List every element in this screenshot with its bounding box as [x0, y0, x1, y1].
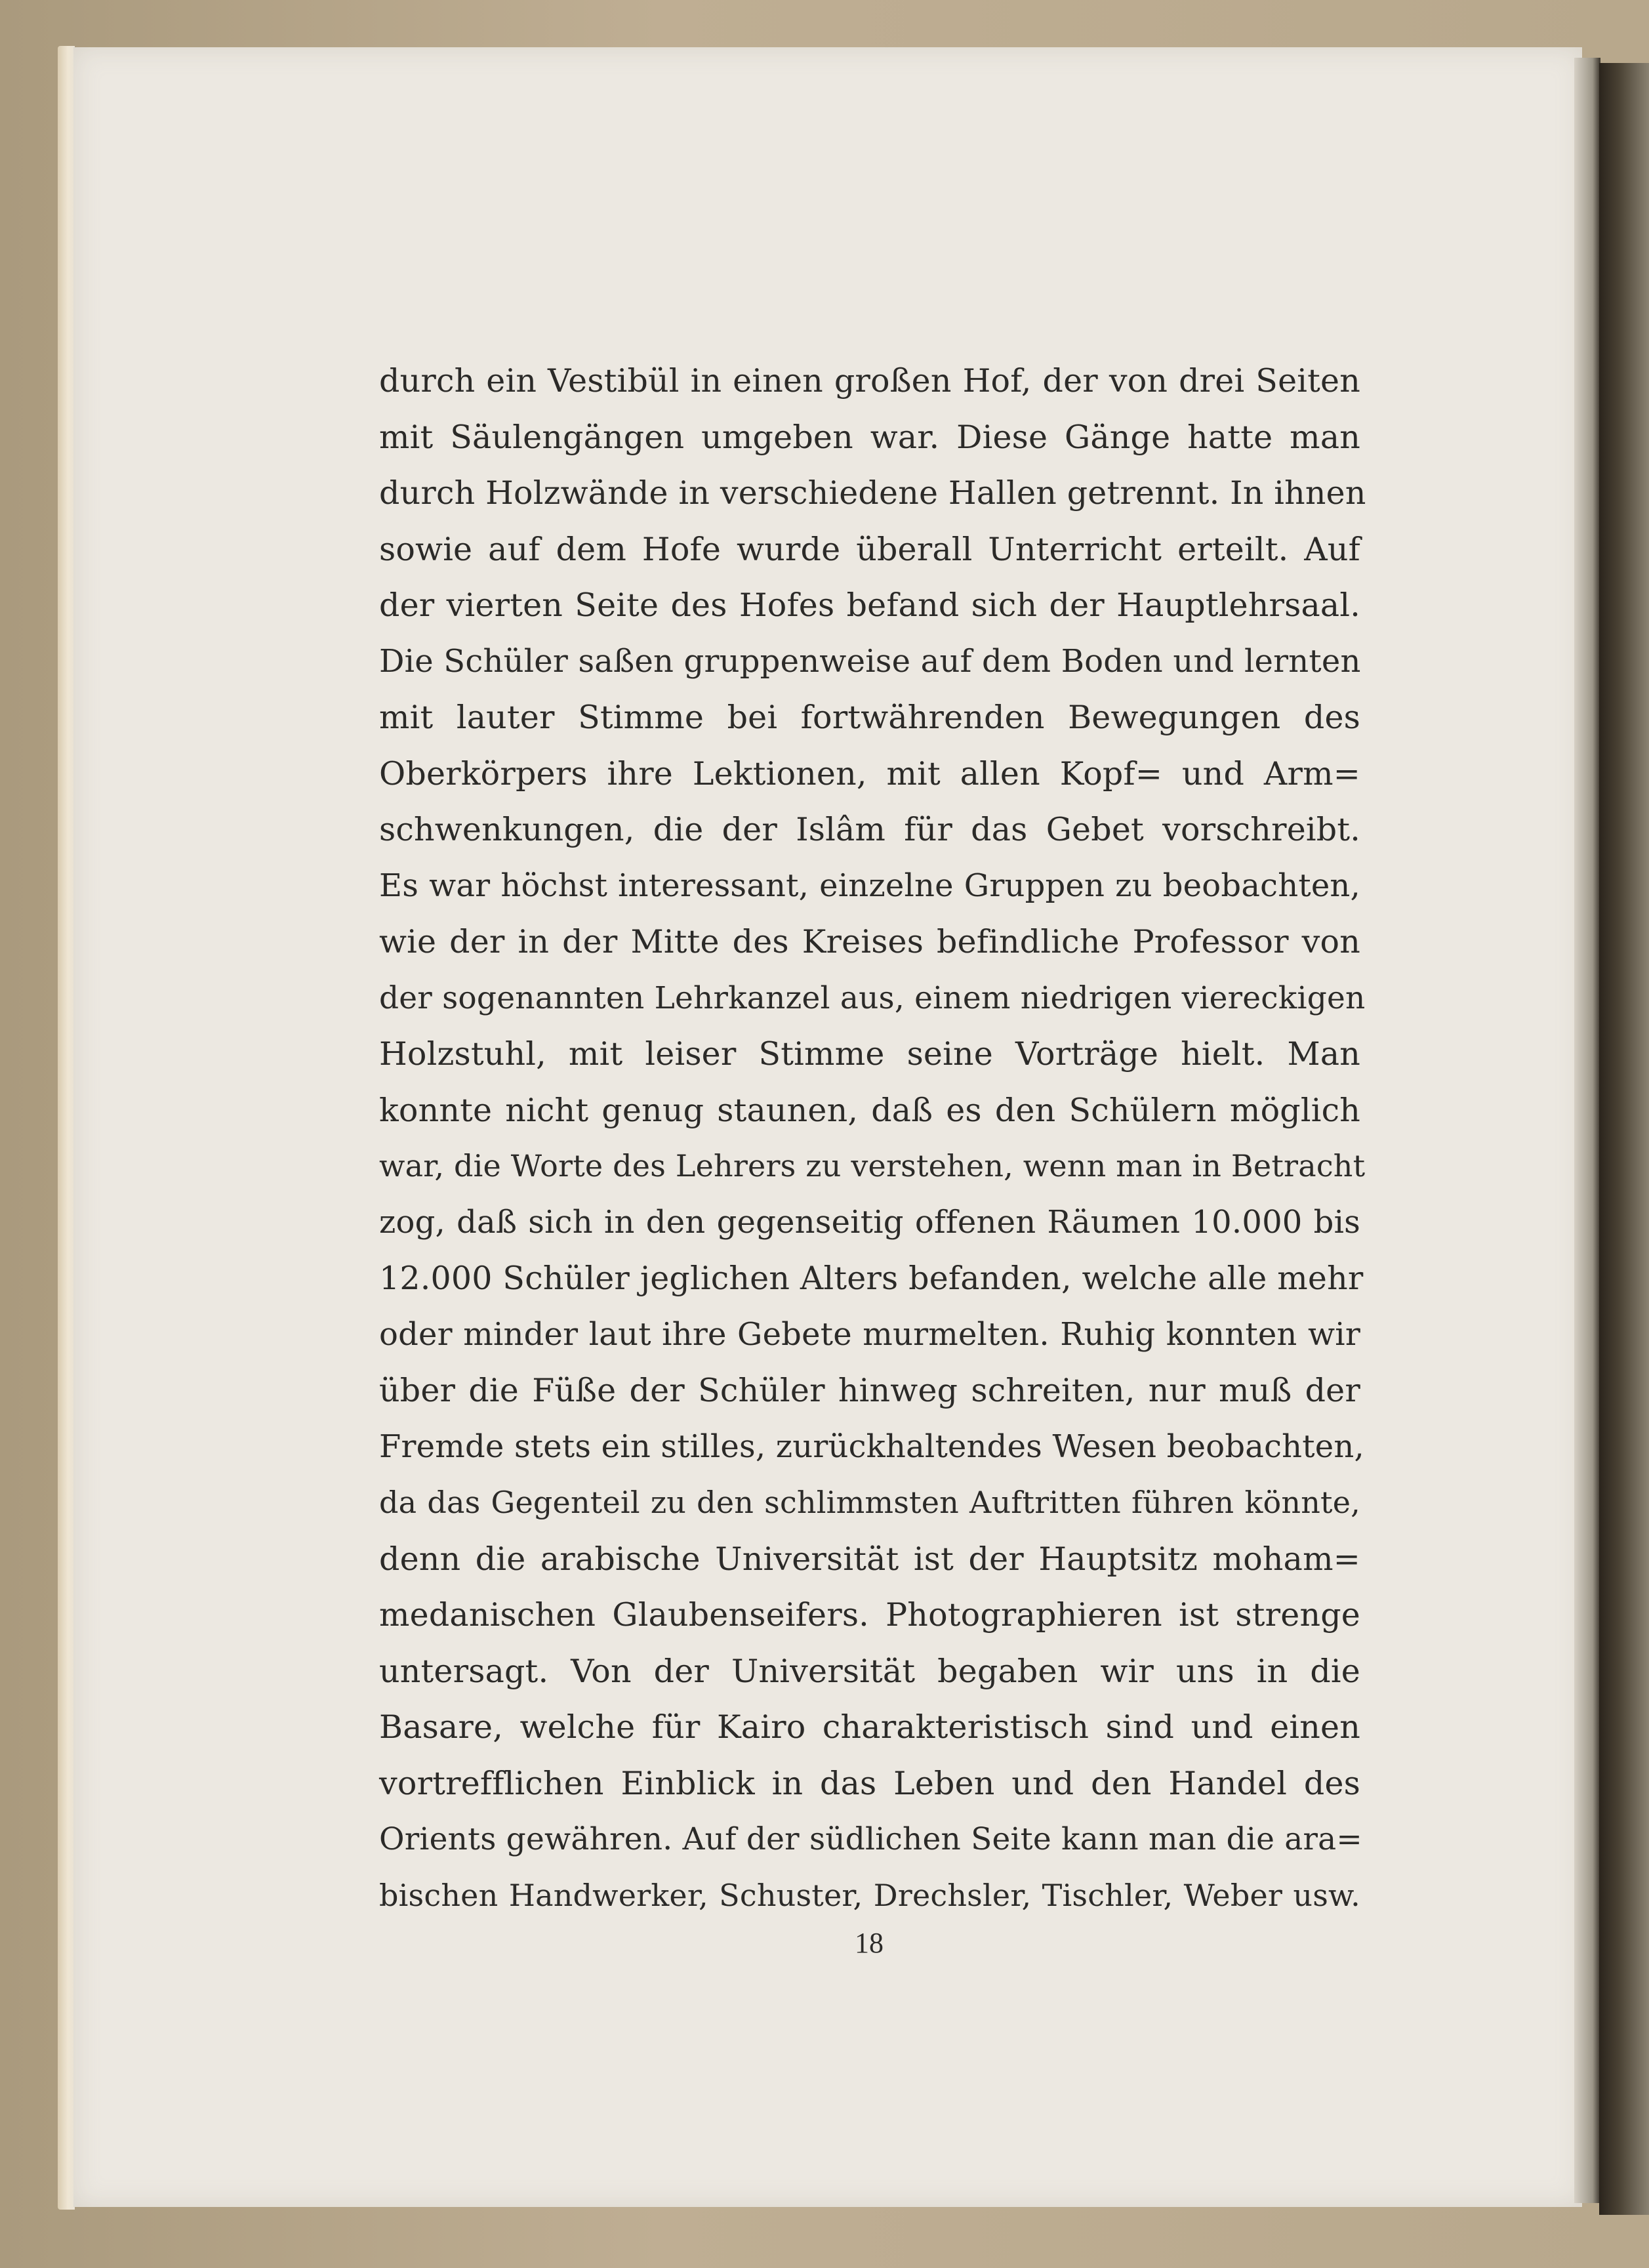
body-text — [379, 353, 1366, 1924]
page-stack-edge — [58, 46, 75, 2210]
facing-page-edge — [1599, 63, 1649, 2215]
text-line: der sogenannten Lehrkanzel aus, einem niedrigen viereckigen — [379, 979, 1366, 1016]
text-line: war, die Worte des Lehrers zu verstehen, wenn man in Betracht — [379, 1148, 1366, 1184]
gutter-shadow — [1574, 58, 1600, 2203]
page-number: 18 — [855, 1927, 884, 1959]
text-line: sowie auf dem Hofe wurde überall Unterricht erteilt. Auf — [379, 530, 1360, 568]
text-line: vortrefflichen Einblick in das Leben und den Handel des — [379, 1764, 1360, 1802]
text-line: oder minder laut ihre Gebete murmelten. Ruhig konnten wir — [379, 1315, 1360, 1353]
text-line: zog, daß sich in den gegenseitig offenen Räumen 10.000 bis — [379, 1203, 1360, 1241]
text-line: bischen Handwerker, Schuster, Drechsler, Tischler, Weber usw. — [379, 1877, 1360, 1913]
text-line: Basare, welche für Kairo charakteristisch sind und einen — [379, 1708, 1360, 1746]
text-line: durch Holzwände in verschiedene Hallen getrennt. In ihnen — [379, 474, 1366, 512]
text-line: konnte nicht genug staunen, daß es den Schülern möglich — [379, 1091, 1360, 1129]
text-line: untersagt. Von der Universität begaben wir uns in die — [379, 1652, 1360, 1690]
text-line: wie der in der Mitte des Kreises befindliche Professor von — [379, 923, 1360, 960]
text-line: Orients gewähren. Auf der südlichen Seite kann man die ara= — [379, 1821, 1362, 1857]
text-line: Fremde stets ein stilles, zurückhaltendes Wesen beobachten, — [379, 1428, 1364, 1465]
text-line: Es war höchst interessant, einzelne Gruppen zu beobachten, — [379, 867, 1360, 904]
text-line: schwenkungen, die der Islâm für das Gebet vorschreibt. — [379, 811, 1360, 848]
text-line: Holzstuhl, mit leiser Stimme seine Vorträge hielt. Man — [379, 1035, 1360, 1073]
text-line: da das Gegenteil zu den schlimmsten Auftritten führen könnte, — [379, 1485, 1360, 1520]
text-line: der vierten Seite des Hofes befand sich der Hauptlehrsaal. — [379, 587, 1360, 624]
text-line: mit Säulengängen umgeben war. Diese Gänge hatte man — [379, 418, 1360, 456]
text-line: mit lauter Stimme bei fortwährenden Bewegungen des — [379, 699, 1360, 736]
text-line: Oberkörpers ihre Lektionen, mit allen Kopf= und Arm= — [379, 754, 1360, 793]
text-line: 12.000 Schüler jeglichen Alters befanden, welche alle mehr — [379, 1260, 1364, 1297]
text-line: durch ein Vestibül in einen großen Hof, der von drei Seiten — [379, 362, 1360, 400]
text-line: Die Schüler saßen gruppenweise auf dem Boden und lernten — [379, 642, 1361, 680]
text-line: medanischen Glaubenseifers. Photographieren ist strenge — [379, 1596, 1360, 1634]
text-line: über die Füße der Schüler hinweg schreiten, nur muß der — [379, 1372, 1360, 1409]
text-line: denn die arabische Universität ist der Hauptsitz moham= — [379, 1540, 1360, 1578]
